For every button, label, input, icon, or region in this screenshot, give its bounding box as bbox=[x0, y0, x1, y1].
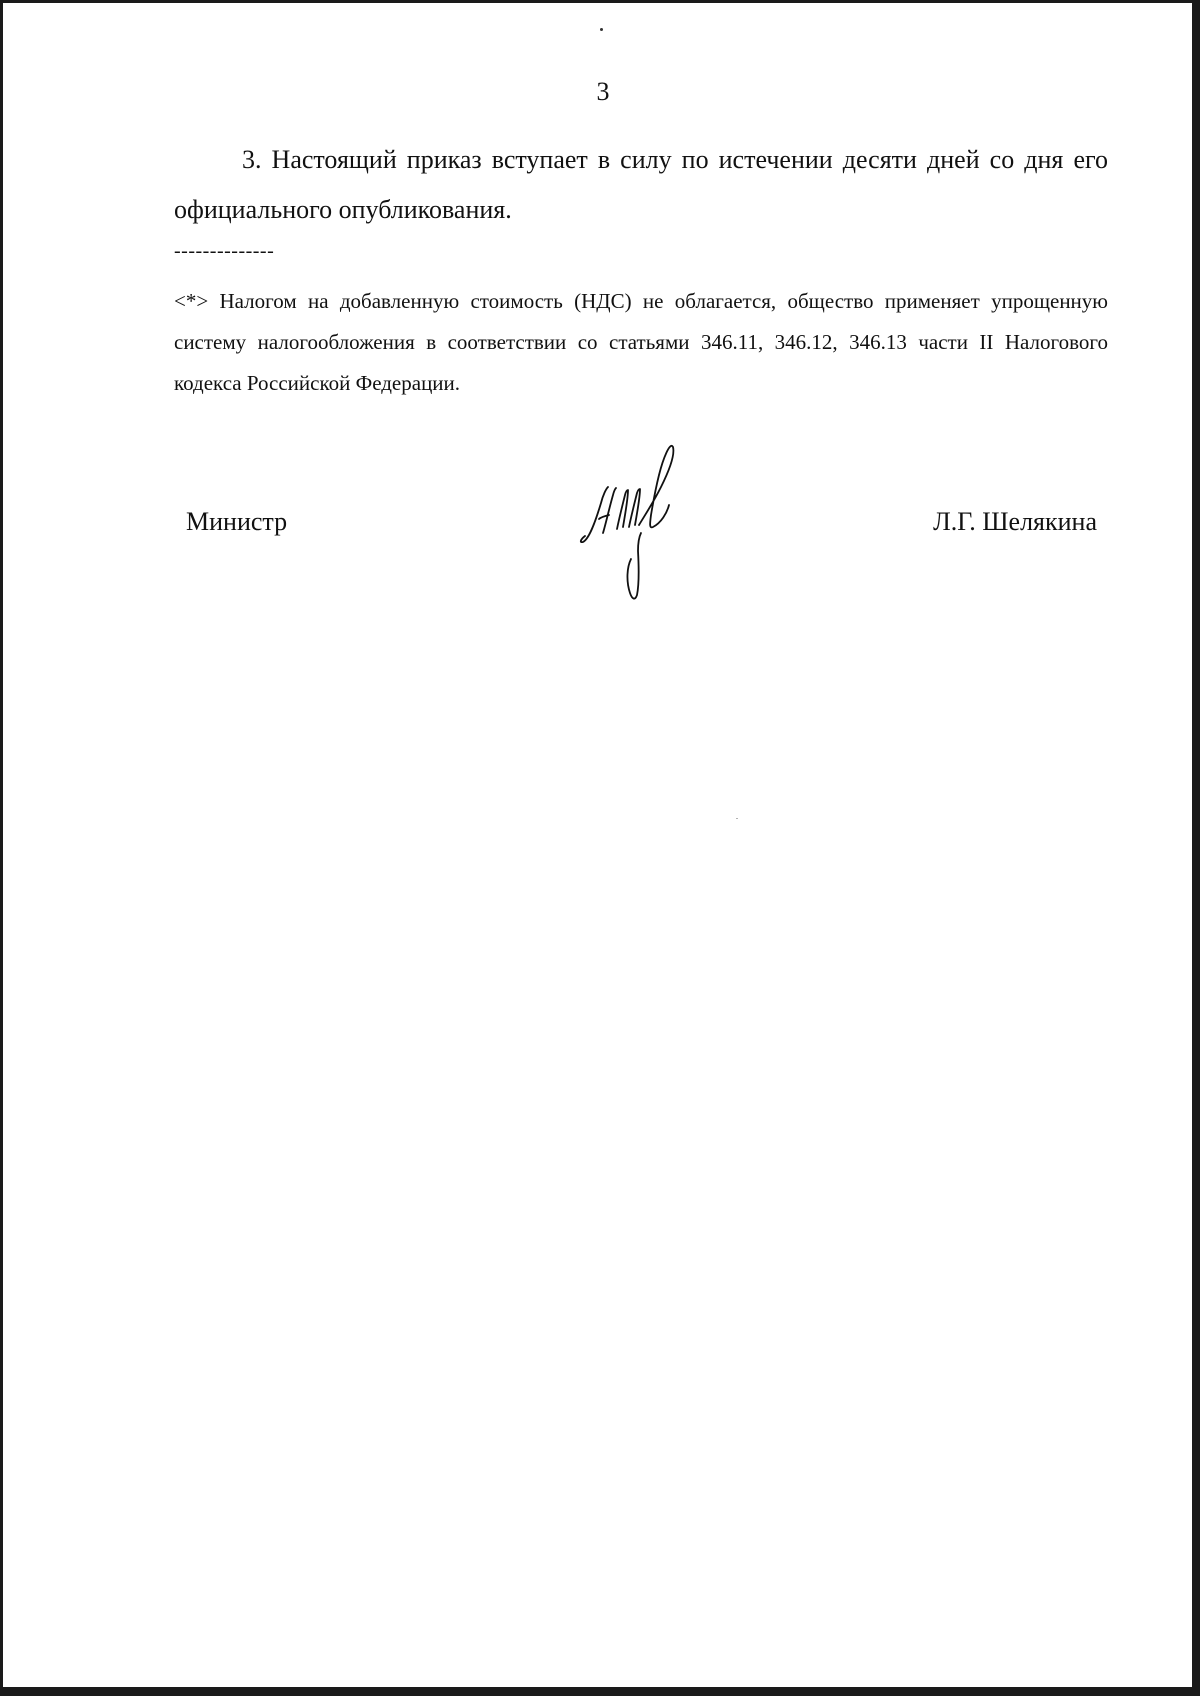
scan-speck bbox=[736, 818, 738, 819]
scan-speck bbox=[600, 28, 603, 31]
page-number: 3 bbox=[596, 77, 610, 106]
body-paragraph: 3. Настоящий приказ вступает в силу по истечении десяти дней со дня его официального опубликования. bbox=[174, 145, 1108, 224]
signatory-position: Министр bbox=[186, 507, 288, 536]
handwritten-signature bbox=[573, 443, 713, 613]
signatory-name: Л.Г. Шелякина bbox=[933, 507, 1097, 536]
footnote-separator: -------------- bbox=[174, 240, 275, 262]
signature-block bbox=[3, 443, 1200, 623]
footnote-text: <*> Налогом на добавленную стоимость (НДС) не облагается, общество применяет упрощенную систему налогообложения в соответствии со статьями 346.11, 346.12, 346.13 части II Налогового кодекса Российской Федерации. bbox=[174, 289, 1108, 395]
